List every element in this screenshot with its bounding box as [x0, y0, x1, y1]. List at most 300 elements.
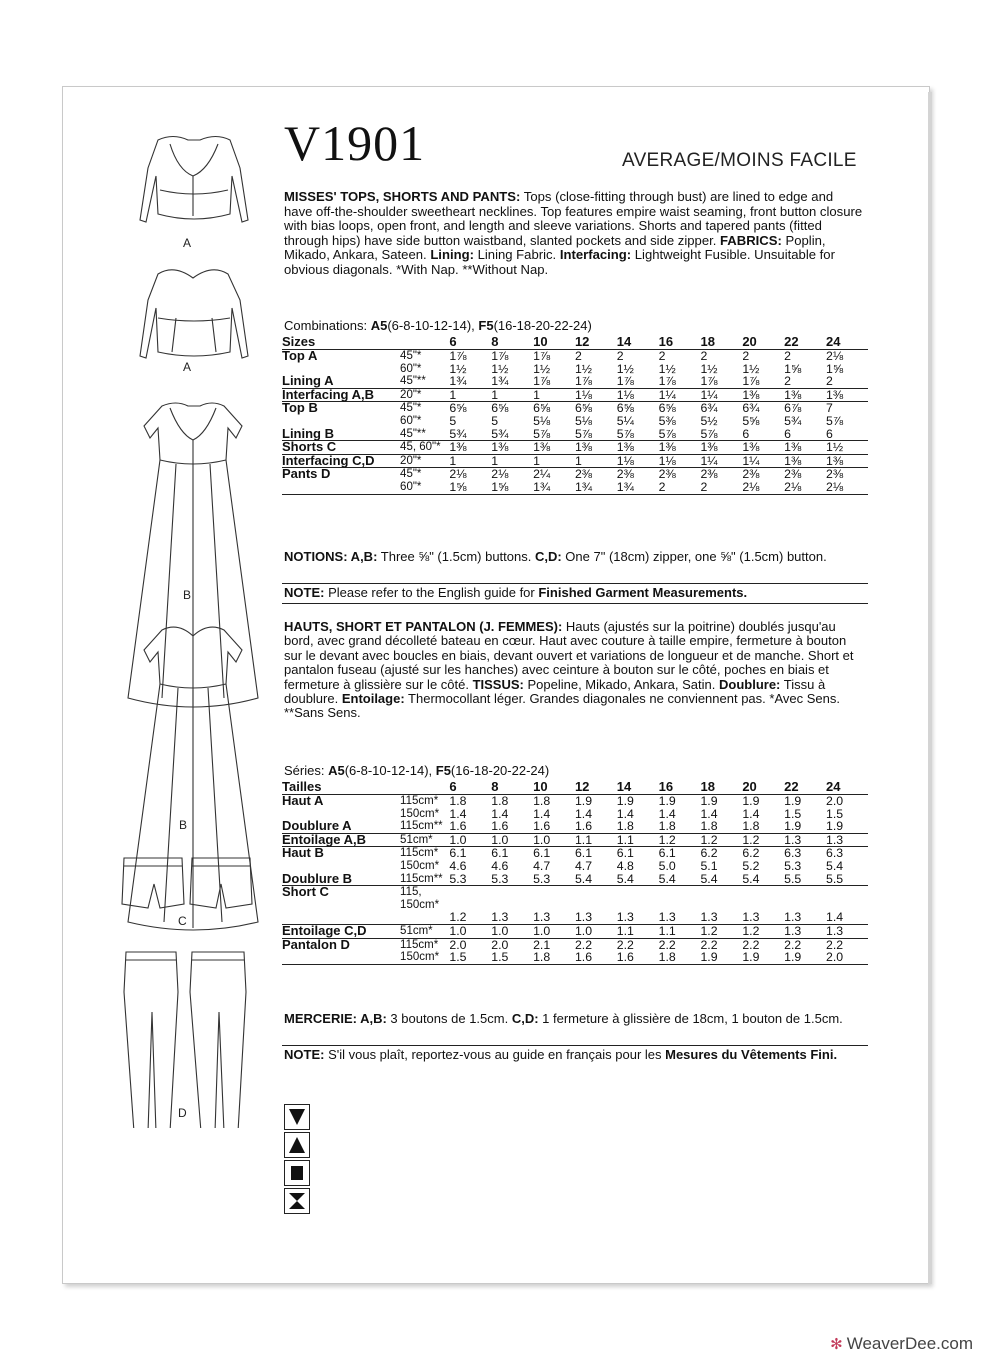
- yardage-cell: 1: [533, 388, 575, 402]
- description-lead: HAUTS, SHORT ET PANTALON (J. FEMMES):: [284, 619, 563, 634]
- table-row: [282, 847, 868, 860]
- yardage-cell: 1.5: [491, 951, 533, 964]
- table-row: [282, 833, 868, 847]
- fabric-width: 45"*: [400, 468, 449, 481]
- fabric-width: 115cm*: [400, 938, 449, 951]
- combinations-label: Séries:: [284, 763, 329, 778]
- yardage-cell: 1⅜: [826, 388, 868, 402]
- yardage-cell: 2⅜: [826, 468, 868, 481]
- yardage-cell: 1⅞: [658, 374, 676, 389]
- yardage-cell: 1.2: [449, 910, 467, 925]
- fabric-width: 51cm*: [400, 833, 449, 847]
- yardage-cell: 2⅛: [784, 481, 826, 494]
- yardage-cell: 5⅛: [533, 413, 551, 428]
- yardage-cell: 1⅛: [617, 388, 659, 402]
- yardage-cell: 1⅝: [449, 481, 491, 494]
- yardage-cell: 1⅜: [826, 454, 868, 468]
- yardage-cell: 1.3: [533, 910, 551, 925]
- table-row: [282, 911, 868, 924]
- description-body: Hauts (ajustés sur la poitrine) doublés jusqu'au bord, avec grand décolleté bateau en cœur. Haut avec couture à taille empire, fermeture à bouton sur le devant avec boucles en biais, devant ouvert et variations de longueur et de manche. Short et pantalon fuseau (ajusté sur les hanches) avec ceinture à bouton sur le côté, poches en biais et fermeture à glissière sur le côté.: [284, 619, 854, 692]
- yardage-cell: 1.8: [449, 794, 467, 808]
- description-body: Tops (close-fitting through bust) are lined to edge and have off-the-shoulder sweetheart necklines. Top features empire waist seaming, front button closure with bias loops, open front, and length and sleeve variations. Shorts and tapered pants (fitted through hips) have side button waistband, slanted pockets and side zipper.: [284, 189, 863, 248]
- yardage-cell: 1¾: [491, 374, 509, 389]
- yardage-cell: 1¾: [575, 481, 617, 494]
- table-row: [282, 428, 868, 441]
- yardage-cell: 2⅛: [449, 468, 491, 481]
- yardage-cell: 5¾: [491, 426, 509, 441]
- yardage-cell: 2⅜: [659, 468, 701, 481]
- yardage-cell: 1½: [826, 441, 868, 455]
- yardage-cell: 1⅜: [659, 441, 701, 455]
- yardage-cell: 1¼: [742, 454, 784, 468]
- sizes-header: Tailles: [282, 780, 400, 795]
- yardage-cell: 5.3: [784, 858, 802, 873]
- fabric-width: 115cm*: [400, 795, 439, 807]
- style-number: V1901: [284, 115, 426, 171]
- yardage-cell: 5.4: [742, 871, 760, 886]
- yardage-cell: 5.4: [574, 871, 593, 886]
- note-label: NOTE:: [284, 1047, 325, 1062]
- notions-label: MERCERIE: A,B:: [284, 1011, 387, 1026]
- yardage-cell: 1.8: [659, 951, 701, 964]
- width-header: [400, 780, 449, 795]
- yardage-cell: 1¼: [700, 388, 742, 402]
- yardage-cell: 1.9: [784, 951, 826, 964]
- yardage-cell: 5.3: [533, 871, 551, 886]
- yardage-cell: 1.4: [742, 806, 760, 821]
- fabric-symbols: [284, 1104, 310, 1216]
- yardage-cell: 1.9: [700, 951, 742, 964]
- yardage-cell: 1⅜: [575, 441, 617, 455]
- size-header: 20: [742, 335, 784, 350]
- yardage-cell: 1: [449, 388, 491, 402]
- size-header: 16: [659, 780, 701, 795]
- combo-a-sizes: (6-8-10-12-14),: [387, 318, 479, 333]
- yardage-cell: 1.3: [826, 924, 868, 938]
- entoilage-label: Entoilage:: [341, 691, 405, 707]
- combo-a: A5: [328, 763, 345, 778]
- yardage-cell: 1.9: [742, 951, 784, 964]
- notions-cd-label: C,D:: [534, 549, 562, 564]
- yardage-cell: 4.7: [533, 858, 551, 873]
- yardage-cell: 5⅞: [616, 426, 634, 441]
- yardage-cell: 1.2: [700, 924, 742, 938]
- width-header: [400, 335, 449, 350]
- size-header: 22: [784, 780, 826, 795]
- yardage-cell: 1¼: [659, 388, 701, 402]
- table-row: [282, 454, 868, 468]
- row-label: Shorts C: [282, 441, 400, 455]
- yardage-cell: 2: [616, 349, 624, 363]
- interfacing-label: Interfacing:: [559, 247, 632, 263]
- yardage-cell: 1¾: [449, 374, 467, 389]
- yardage-cell: 1.6: [574, 819, 593, 834]
- yardage-cell: 1.1: [617, 833, 659, 847]
- yardage-cell: 2.0: [491, 938, 533, 951]
- yardage-cell: 6.1: [491, 847, 533, 860]
- doublure-label: Doublure:: [719, 676, 781, 692]
- yardage-cell: 1.6: [575, 951, 617, 964]
- row-label: Entoilage A,B: [282, 833, 400, 847]
- yardage-cell: 1⅞: [742, 374, 760, 389]
- yardage-cell: 1.6: [449, 819, 467, 834]
- yardage-cell: [533, 886, 575, 912]
- yardage-cell: 5.3: [491, 871, 509, 886]
- notions-cd-label: C,D:: [511, 1011, 539, 1026]
- row-label: Pantalon D: [282, 938, 400, 951]
- yardage-cell: 1.3: [700, 910, 718, 925]
- triangle-down-icon: [284, 1104, 310, 1130]
- yardage-cell: 2.2: [784, 938, 826, 951]
- yardage-cell: 2⅛: [491, 468, 533, 481]
- yardage-cell: 5.5: [826, 871, 844, 886]
- yardage-cell: 1½: [700, 361, 718, 376]
- fabric-width: 45"*: [400, 402, 449, 415]
- yardage-cell: 5.5: [784, 871, 802, 886]
- table-row: [282, 860, 868, 873]
- dress-b-sketch: [128, 403, 258, 707]
- yardage-cell: 1.3: [616, 910, 634, 925]
- yardage-cell: 2⅜: [700, 468, 742, 481]
- table-row: [282, 402, 868, 415]
- divider: [282, 603, 868, 604]
- yardage-cell: 1.9: [784, 819, 802, 834]
- table-row: [282, 820, 868, 833]
- yardage-cell: 1.4: [533, 806, 551, 821]
- size-header: 18: [700, 335, 742, 350]
- combo-f: F5: [478, 318, 494, 333]
- yardage-cell: 1.8: [533, 951, 575, 964]
- fabrics-text: Poplin, Mikado, Ankara, Sateen.: [284, 232, 826, 263]
- french-notions: [284, 1012, 864, 1026]
- yardage-cell: 1.4: [616, 806, 634, 821]
- yardage-cell: 5⅞: [700, 426, 718, 441]
- yardage-cell: 5: [449, 413, 457, 428]
- yardage-cell: 1.4: [658, 806, 676, 821]
- yardage-cell: 6: [784, 426, 791, 441]
- yardage-cell: 1.8: [616, 819, 634, 834]
- divider: [282, 583, 868, 584]
- yardage-cell: 1¼: [700, 454, 742, 468]
- figure-label-b: B: [179, 818, 188, 832]
- yardage-cell: 2.2: [826, 938, 868, 951]
- row-label: [282, 481, 400, 494]
- yardage-cell: 1: [575, 454, 617, 468]
- yardage-cell: 4.8: [616, 858, 634, 873]
- yardage-cell: 1.8: [700, 819, 718, 834]
- row-label: [282, 951, 400, 964]
- yardage-cell: 1⅜: [784, 441, 826, 455]
- yardage-cell: 5.1: [700, 858, 718, 873]
- notions-cd: One 7" (18cm) zipper, one ⅝" (1.5cm) button.: [561, 549, 827, 564]
- size-header: 6: [449, 335, 491, 350]
- english-combinations: [284, 318, 592, 333]
- yardage-cell: 1⅞: [533, 374, 551, 389]
- yardage-cell: 2: [784, 349, 791, 363]
- notions-label: NOTIONS: A,B:: [284, 549, 378, 564]
- yardage-cell: 1.9: [700, 794, 718, 808]
- row-label: Lining B: [282, 425, 334, 441]
- fabric-width: 115cm**: [400, 872, 443, 885]
- row-label: Doublure B: [282, 870, 353, 886]
- fabric-width: 60"*: [400, 414, 422, 427]
- yardage-cell: 2: [784, 374, 791, 389]
- yardage-cell: 1.5: [826, 806, 844, 821]
- yardage-cell: 1⅞: [616, 374, 634, 389]
- note-body: Please refer to the English guide for: [324, 585, 539, 600]
- yardage-cell: 6: [742, 426, 750, 441]
- yardage-cell: 1.8: [658, 819, 676, 834]
- yardage-cell: 6⅝: [533, 402, 575, 415]
- yardage-cell: 4.6: [449, 858, 467, 873]
- fabric-width: 45"*: [400, 350, 422, 362]
- figure-label-c: C: [178, 914, 187, 928]
- yardage-cell: 4.7: [574, 858, 593, 873]
- yardage-cell: 1.0: [449, 833, 491, 847]
- yardage-cell: 1.2: [659, 833, 701, 847]
- yardage-cell: 1.0: [449, 924, 491, 938]
- yardage-cell: [449, 886, 491, 912]
- size-header: 6: [449, 780, 491, 795]
- yardage-cell: 5⅞: [574, 426, 593, 441]
- tissus-text: Popeline, Mikado, Ankara, Satin.: [523, 676, 719, 692]
- row-label: Interfacing A,B: [282, 388, 400, 402]
- english-description: [284, 190, 864, 278]
- divider: [282, 1045, 868, 1046]
- yardage-cell: 1: [449, 454, 491, 468]
- yardage-cell: 2¼: [533, 468, 575, 481]
- yardage-cell: 2⅜: [742, 468, 784, 481]
- table-row: [282, 468, 868, 481]
- yardage-cell: 2.1: [533, 938, 575, 951]
- yardage-cell: 1.0: [491, 924, 533, 938]
- yardage-cell: 1⅛: [659, 454, 701, 468]
- size-header: 12: [575, 335, 617, 350]
- note-bold: Finished Garment Measurements.: [538, 585, 748, 600]
- fabric-width: [400, 911, 449, 924]
- yardage-cell: 1.3: [784, 910, 802, 925]
- figure-label-b: B: [183, 588, 192, 602]
- yardage-cell: 2: [658, 349, 666, 363]
- hourglass-icon: [284, 1188, 310, 1214]
- fabric-width: 115cm*: [400, 847, 449, 860]
- yardage-cell: 1.0: [575, 924, 617, 938]
- combo-f-sizes: (16-18-20-22-24): [493, 318, 592, 333]
- yardage-cell: 1½: [616, 361, 634, 376]
- yardage-cell: 5⅛: [574, 413, 593, 428]
- yardage-cell: [826, 886, 868, 912]
- yardage-cell: 1: [491, 388, 533, 402]
- row-label: Doublure A: [282, 818, 352, 834]
- yardage-cell: 1.9: [784, 794, 802, 808]
- yardage-cell: 1½: [491, 361, 509, 376]
- yardage-cell: 1.1: [575, 833, 617, 847]
- yardage-cell: 2.2: [659, 938, 701, 951]
- yardage-cell: 2.0: [826, 951, 868, 964]
- yardage-cell: 1.6: [617, 951, 659, 964]
- yardage-cell: 2: [659, 481, 701, 494]
- row-label: Lining A: [282, 373, 334, 389]
- yardage-cell: 1⅜: [617, 441, 659, 455]
- yardage-cell: 6⅞: [784, 402, 826, 415]
- combo-a-sizes: (6-8-10-12-14),: [344, 763, 436, 778]
- table-row: [282, 350, 868, 363]
- yardage-cell: 1.9: [742, 794, 760, 808]
- yardage-cell: 1.9: [658, 794, 676, 808]
- french-description: [284, 620, 864, 721]
- yardage-cell: 1⅜: [491, 441, 533, 455]
- fabric-width: 45"**: [400, 427, 426, 440]
- size-header: 20: [742, 780, 784, 795]
- yardage-cell: 1⅞: [700, 374, 718, 389]
- fabric-width: 115, 150cm*: [400, 886, 449, 912]
- yardage-cell: 1.4: [700, 806, 718, 821]
- top-a-sketch: [140, 137, 248, 223]
- yardage-cell: 2: [700, 481, 742, 494]
- row-label: Interfacing C,D: [282, 454, 400, 468]
- yardage-cell: 1.0: [491, 833, 533, 847]
- entoilage-text: Thermocollant léger. Grandes diagonales ne conviennent pas. *Avec Sens. **Sans Sens.: [284, 691, 840, 721]
- yardage-cell: 6.1: [533, 847, 575, 860]
- fabric-width: 115cm**: [400, 820, 443, 833]
- yardage-cell: 1.3: [491, 910, 509, 925]
- yardage-cell: 1.4: [449, 806, 467, 821]
- yardage-cell: 6⅝: [575, 402, 617, 415]
- yardage-cell: 1: [533, 454, 575, 468]
- yardage-cell: 1.0: [533, 833, 575, 847]
- table-row: [282, 415, 868, 428]
- note-body: S'il vous plaît, reportez-vous au guide en français pour les: [324, 1047, 666, 1062]
- size-header: 14: [617, 780, 659, 795]
- triangle-up-icon: [284, 1132, 310, 1158]
- yardage-cell: 6.2: [742, 847, 784, 860]
- yardage-cell: 1⅜: [742, 388, 784, 402]
- tissus-label: TISSUS:: [472, 676, 524, 692]
- watermark: [830, 1334, 973, 1354]
- yardage-cell: 1.3: [574, 910, 593, 925]
- figure-label-d: D: [178, 1106, 187, 1120]
- yardage-cell: 1.2: [700, 833, 742, 847]
- yardage-cell: 1.4: [491, 806, 509, 821]
- yardage-cell: 1.9: [616, 794, 634, 808]
- yardage-cell: 2.0: [826, 794, 844, 808]
- yardage-cell: 1.3: [826, 833, 868, 847]
- fabric-width: 150cm*: [400, 807, 440, 820]
- yardage-cell: 1.1: [617, 924, 659, 938]
- yardage-cell: 1.3: [784, 924, 826, 938]
- yardage-cell: 1.6: [533, 819, 551, 834]
- size-header: 24: [826, 780, 868, 795]
- figure-label-a: A: [183, 360, 192, 374]
- note-bold: Mesures du Vêtements Fini.: [665, 1047, 838, 1062]
- yardage-cell: 1.9: [574, 794, 593, 808]
- combo-f-sizes: (16-18-20-22-24): [450, 763, 550, 778]
- yardage-cell: 5⅞: [533, 426, 551, 441]
- table-row: [282, 951, 868, 964]
- size-header: 16: [659, 335, 701, 350]
- yardage-cell: 6⅝: [491, 402, 533, 415]
- table-row: [282, 886, 868, 912]
- english-notions: [284, 550, 864, 564]
- french-combinations: [284, 763, 549, 778]
- yardage-cell: 1⅜: [784, 454, 826, 468]
- yardage-cell: 2⅜: [784, 468, 826, 481]
- yardage-cell: [784, 886, 826, 912]
- yardage-cell: 1.3: [784, 833, 826, 847]
- size-header: 12: [575, 780, 617, 795]
- yardage-cell: 2⅛: [742, 481, 784, 494]
- yardage-cell: 2⅛: [826, 349, 844, 363]
- yardage-cell: 1⅞: [574, 374, 593, 389]
- yardage-cell: 1¾: [533, 481, 575, 494]
- size-header: 8: [491, 780, 533, 795]
- yardage-cell: 2: [826, 374, 833, 389]
- yardage-cell: 2: [574, 349, 582, 363]
- yardage-cell: [491, 886, 533, 912]
- yardage-cell: 5⅞: [826, 413, 844, 428]
- row-label: Entoilage C,D: [282, 924, 400, 938]
- fabric-width: 45, 60"*: [400, 441, 449, 455]
- yardage-cell: 5.4: [616, 871, 634, 886]
- yardage-cell: 2.0: [449, 938, 491, 951]
- english-note: [284, 586, 864, 600]
- yardage-cell: 5.4: [700, 871, 718, 886]
- yardage-cell: 4.6: [491, 858, 509, 873]
- combo-f: F5: [435, 763, 451, 778]
- yardage-cell: 1⅜: [533, 441, 575, 455]
- yardage-cell: 6⅝: [449, 402, 491, 415]
- yardage-cell: 5.4: [826, 858, 844, 873]
- yardage-cell: 5⅞: [658, 426, 676, 441]
- yardage-cell: 1.4: [574, 806, 593, 821]
- row-label: Top B: [282, 402, 400, 415]
- yardage-cell: 1⅜: [742, 441, 784, 455]
- fabric-width: 60"*: [400, 362, 422, 375]
- row-label: Haut B: [282, 847, 400, 860]
- yardage-cell: 1½: [574, 361, 593, 376]
- notions-ab: Three ⅝" (1.5cm) buttons.: [377, 549, 535, 564]
- yardage-cell: 1⅜: [784, 388, 826, 402]
- yardage-cell: 1.0: [533, 924, 575, 938]
- figure-label-a: A: [183, 236, 192, 250]
- notions-cd: 1 fermeture à glissière de 18cm, 1 bouton de 1.5cm.: [538, 1011, 843, 1026]
- row-label: Haut A: [282, 793, 324, 808]
- yardage-cell: 2⅛: [826, 481, 868, 494]
- yardage-cell: 2⅜: [617, 468, 659, 481]
- yardage-cell: [742, 886, 784, 912]
- interfacing-text: Lightweight Fusible. Unsuitable for obvious diagonals. *With Nap. **Without Nap.: [284, 247, 835, 277]
- yardage-cell: 6⅝: [659, 402, 701, 415]
- yardage-cell: 5.2: [742, 858, 760, 873]
- yardage-cell: 7: [826, 402, 868, 415]
- french-yardage-table: [282, 780, 868, 965]
- row-label: Top A: [282, 348, 318, 363]
- notions-ab: 3 boutons de 1.5cm.: [386, 1011, 512, 1026]
- watermark-text: WeaverDee.com: [846, 1334, 973, 1353]
- table-row: [282, 481, 868, 494]
- table-row: [282, 873, 868, 886]
- fabric-width: 150cm*: [400, 951, 449, 964]
- yardage-cell: 1⅞: [491, 349, 509, 363]
- difficulty-level: AVERAGE/MOINS FACILE: [622, 150, 857, 171]
- yardage-cell: 5¼: [616, 413, 634, 428]
- size-header: 10: [533, 780, 575, 795]
- yardage-cell: 1.8: [533, 794, 551, 808]
- yardage-cell: 1⅝: [491, 481, 533, 494]
- yardage-cell: 6.1: [659, 847, 701, 860]
- yardage-cell: 1⅞: [533, 349, 551, 363]
- yardage-cell: [700, 886, 742, 912]
